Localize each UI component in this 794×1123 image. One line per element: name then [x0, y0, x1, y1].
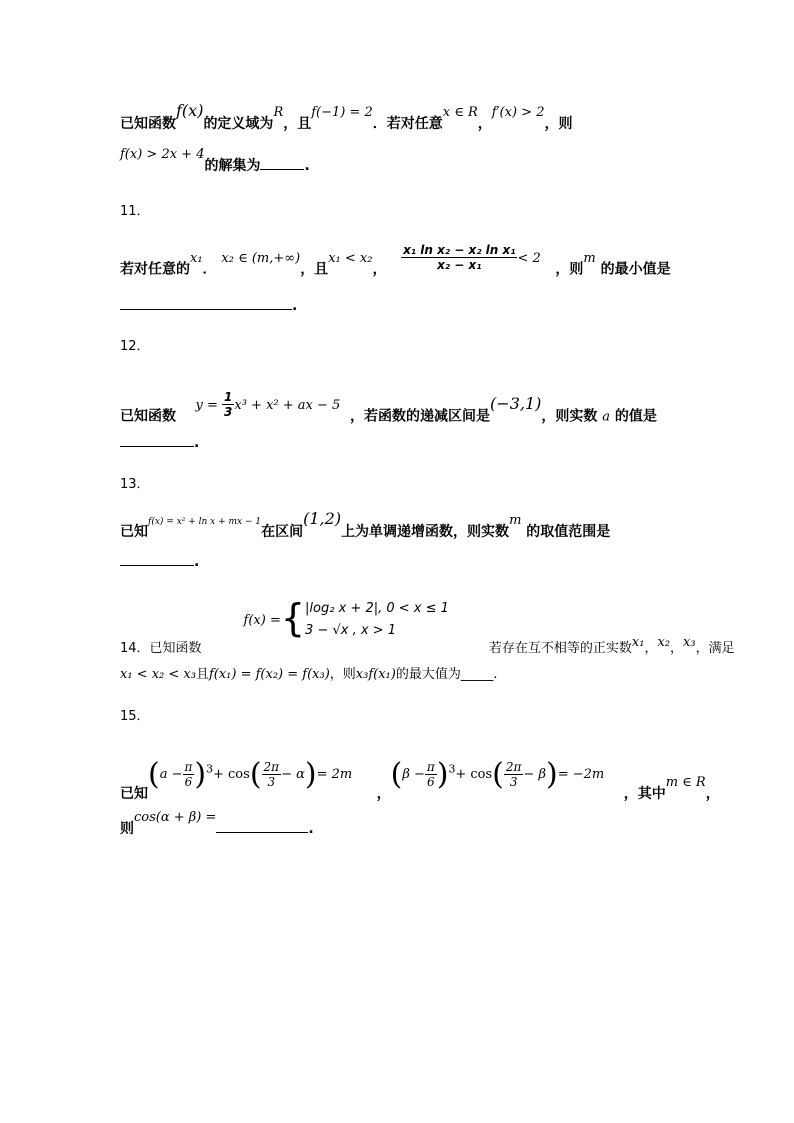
q14-brace: { — [280, 596, 306, 640]
q15-paren-close: ) — [304, 757, 317, 792]
q13-line2 — [120, 553, 199, 570]
q12-text: 已知函数 — [120, 408, 176, 425]
q10-math-ineq: f(x) > 2x + 4 — [120, 147, 205, 162]
q13-text: 的取值范围是 — [526, 524, 611, 540]
q12-text: ，则实数 — [541, 408, 598, 425]
q11-math-x1-lt-x2: x₁ < x₂ — [328, 250, 373, 266]
q10-text: 的定义域为 — [203, 116, 274, 132]
q10-math-f-1: f(−1) = 2 — [311, 105, 373, 120]
q14-cases — [305, 598, 449, 642]
q15-paren-close: ) — [545, 757, 558, 792]
q10-text: 的解集为 — [204, 158, 261, 174]
q15-paren-open: ( — [390, 757, 403, 792]
q13-math-interval: (1,2) — [303, 509, 342, 528]
q14-math-x2: x₂ — [657, 634, 671, 650]
q14-math-equal: f(x₁) = f(x₂) = f(x₃) — [208, 667, 330, 682]
q14-text: ，则 — [329, 667, 356, 682]
q13-math-fx: f(x) = x² + ln x + mx − 1 — [148, 517, 262, 527]
q15-math-cos: cos(α + β) = — [134, 810, 217, 825]
q12-number: 12． — [120, 339, 150, 354]
q14-math-target: x₃f(x₁) — [355, 667, 396, 682]
q15-frac-den: 3 — [509, 775, 518, 789]
q12-math-y: y = — [195, 397, 223, 413]
q10-text: ，且 — [283, 116, 312, 132]
q14-math-x1: x₁ — [631, 634, 645, 650]
q15-number: 15． — [120, 709, 150, 724]
q15-frac-pi6 — [183, 760, 195, 789]
q15-paren-close: ) — [436, 757, 449, 792]
q14-line1 — [120, 590, 735, 656]
q15-paren-open: ( — [249, 757, 262, 792]
q15-frac-den: 6 — [184, 775, 193, 789]
q10-text: ．若对任意 — [372, 116, 443, 132]
q11-math-m: m — [583, 250, 596, 266]
q14-math-order: x₁ < x₂ < x₃ — [120, 667, 196, 682]
q15-eq2-rhs: = −2m — [557, 767, 605, 782]
q11-text: 的最小值是 — [600, 261, 671, 278]
q15-paren-open: ( — [148, 757, 160, 792]
q13-number: 13． — [120, 477, 150, 492]
q14-text: 若存在互不相等的正实数 — [488, 640, 632, 656]
q15-frac-2pi3 — [262, 760, 282, 789]
q10-text: ，则 — [544, 116, 573, 132]
q11-fraction-denominator: x₂ − x₁ — [437, 258, 482, 272]
q14-text: ，满足 — [695, 640, 735, 656]
q11-text: ，则 — [555, 261, 584, 278]
q10-math-R: R — [273, 105, 284, 120]
q11-line2 — [120, 297, 297, 314]
q12-math-poly: x³ + x² + ax − 5 — [234, 397, 341, 413]
q15-cos: + cos — [455, 767, 493, 782]
q12-text: . — [194, 435, 200, 451]
q15-answer-blank[interactable] — [216, 820, 308, 833]
q11-math-x1: x₁ — [190, 250, 203, 266]
q10-math-fx: f(x) — [176, 101, 204, 120]
q15-eq2-beta: β − — [402, 767, 425, 782]
q10-text: 已知函数 — [120, 116, 176, 132]
q15-minus-beta: − β — [523, 767, 546, 782]
q15-paren-open: ( — [492, 757, 504, 792]
q14-text: ， — [670, 640, 684, 656]
q12-line2 — [120, 434, 199, 451]
q11-text: ． — [202, 261, 217, 278]
q12-fraction-denominator: 3 — [224, 405, 233, 419]
q15-line2 — [120, 810, 314, 838]
q11-fraction — [401, 243, 517, 272]
q10-line2 — [120, 147, 310, 175]
q12-line1 — [120, 390, 657, 431]
q13-text: 上为单调递增函数，则实数 — [341, 524, 510, 540]
q13-text: . — [194, 554, 200, 570]
q13-math-m: m — [509, 513, 522, 528]
q15-frac-num: π — [426, 760, 435, 774]
q15-frac-den: 6 — [426, 775, 435, 789]
q11-text: ， — [372, 261, 387, 278]
q10-answer-blank[interactable] — [260, 157, 304, 170]
q15-paren-close: ) — [194, 757, 207, 792]
q14-text: 的最大值为_____. — [395, 667, 498, 682]
q15-frac-2pi3 — [504, 760, 524, 789]
q15-exponent: 3 — [206, 762, 213, 776]
q14-text: 14．已知函数 — [120, 640, 202, 656]
q15-cos: + cos — [213, 767, 250, 782]
q12-text: 的值是 — [614, 408, 657, 425]
q15-text: 已知 — [120, 786, 148, 802]
q14-case2: 3 − √x , x > 1 — [305, 623, 396, 638]
q11-text: ，且 — [300, 261, 329, 278]
q15-eq1-a: a − — [159, 767, 183, 782]
q13-line1 — [120, 509, 611, 541]
q12-math-interval: (−3,1) — [490, 393, 542, 413]
q11-fraction-numerator: x₁ ln x₂ − x₂ ln x₁ — [403, 243, 516, 257]
q14-math-x3: x₃ — [683, 634, 696, 650]
q12-math-a: a — [602, 409, 611, 425]
q10-line1 — [120, 101, 573, 133]
q10-text: ， — [477, 116, 492, 132]
q14-line2 — [120, 663, 497, 682]
q14-text: ， — [644, 640, 658, 656]
q15-eq2 — [390, 757, 605, 792]
q15-text: ， — [376, 786, 391, 802]
q15-frac-num: π — [184, 760, 193, 774]
q15-frac-num: 2π — [263, 760, 280, 774]
q14-math-fx: f(x) = — [243, 612, 281, 628]
q15-frac-pi6 — [425, 760, 437, 789]
q13-answer-blank[interactable] — [120, 553, 194, 566]
q15-minus-alpha: − α — [281, 767, 305, 782]
q15-text: ， — [705, 786, 720, 802]
q13-text: 已知 — [120, 524, 148, 540]
q12-fraction-numerator: 1 — [224, 390, 233, 404]
q13-text: 在区间 — [261, 524, 304, 540]
q15-exponent: 3 — [448, 762, 456, 776]
q10-math-fprime: f′(x) > 2 — [491, 105, 545, 120]
q15-frac-den: 3 — [267, 775, 276, 789]
q14-case1: |log₂ x + 2|, 0 < x ≤ 1 — [305, 601, 449, 616]
q14-text: 且 — [195, 667, 209, 682]
q15-frac-num: 2π — [505, 760, 522, 774]
q11-line1 — [120, 243, 671, 284]
q10-text: . — [304, 158, 310, 174]
q12-text: ，若函数的递减区间是 — [350, 408, 491, 425]
q15-text: ，其中 — [623, 786, 666, 802]
q15-text: 则 — [120, 821, 134, 837]
q11-answer-blank[interactable] — [120, 297, 292, 310]
q11-number: 11． — [120, 204, 150, 219]
q11-math-lt2: < 2 — [517, 250, 541, 266]
q15-eq1-rhs: = 2m — [316, 767, 353, 782]
q11-text: 若对任意的 — [120, 261, 190, 278]
q15-eq1 — [148, 757, 353, 792]
q11-text: . — [292, 298, 298, 314]
q15-text: . — [308, 821, 314, 837]
q12-fraction — [222, 390, 234, 419]
q10-math-xinR: x ∈ R — [442, 105, 478, 120]
q11-math-x2-range: x₂ ∈ (m,+∞) — [221, 250, 301, 266]
q15-math-m: m ∈ R — [665, 775, 706, 790]
q12-answer-blank[interactable] — [120, 434, 194, 447]
